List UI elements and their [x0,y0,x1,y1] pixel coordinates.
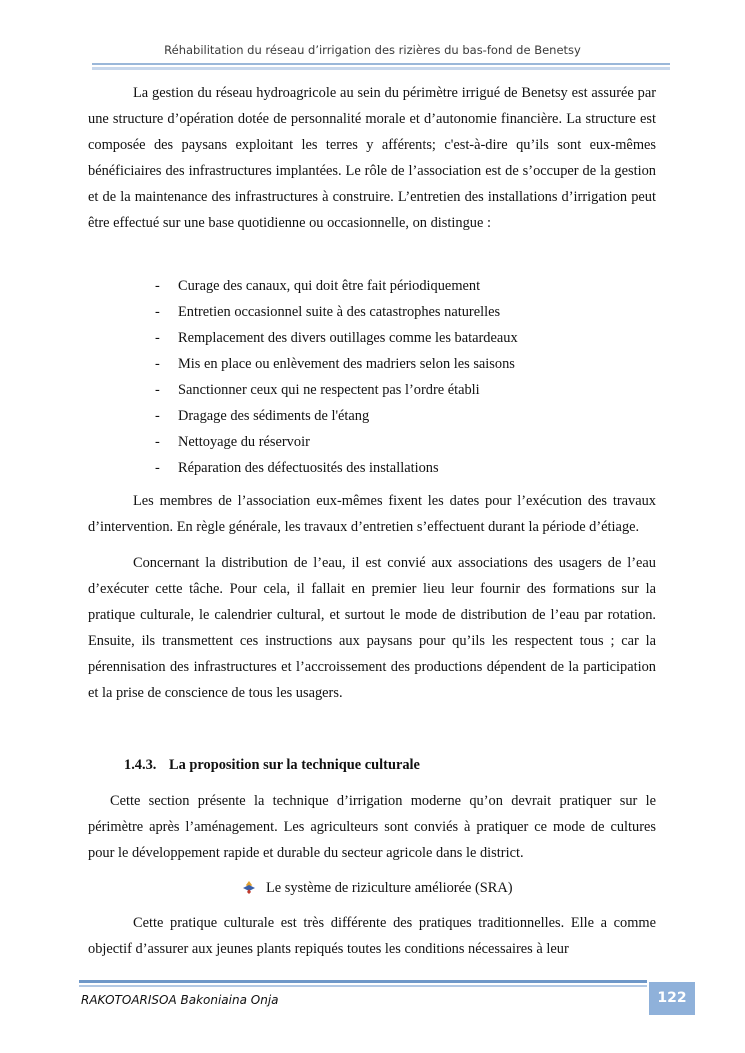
header-rule [92,63,670,65]
footer-rule [79,980,647,983]
list-item-text: Réparation des défectuosités des installations [178,460,439,476]
list-item-text: Mis en place ou enlèvement des madriers selon les saisons [178,356,515,372]
list-item-text: Entretien occasionnel suite à des catastrophes naturelles [178,304,501,320]
paragraph-membres: Les membres de l’association eux-mêmes fixent les dates pour l’exécution des travaux d’intervention. En règle générale, les travaux d’entretien s’effectuent durant la période d’étiage. [88,493,656,535]
list-item [155,299,518,325]
list-item [155,273,518,299]
list-item [155,403,518,429]
list-item-text: Dragage des sédiments de l'étang [178,408,370,424]
paragraph-gestion: La gestion du réseau hydroagricole au sein du périmètre irrigué de Benetsy est assurée par une structure d’opération dotée de personnalité morale et d’autonomie financière. La structure est composée des paysans exploitant les terres y afférents; c'est-à-dire qu’ils sont eux-mêmes bénéficiaires des infrastructures implantées. Le rôle de l’association est de s’occuper de la gestion et de la maintenance des infrastructures à construire. L’entretien des installations d’irrigation peut être effectué sur une base quotidienne ou occasionnelle, on distingue : [88,85,656,231]
list-marker: - [155,408,160,424]
footer-author: RAKOTOARISOA Bakoniaina Onja [81,993,279,1007]
list-marker: - [155,434,160,450]
list-marker: - [155,382,160,398]
list-item-text: Nettoyage du réservoir [178,434,310,450]
subsection-heading [242,875,513,901]
list-item-text: Sanctionner ceux qui ne respectent pas l’ordre établi [178,382,480,398]
page-number-badge: 122 [649,982,695,1015]
subsection-title: Le système de riziculture améliorée (SRA) [266,880,513,896]
list-marker: - [155,460,160,476]
section-heading [124,752,420,778]
list-item [155,325,518,351]
maintenance-list [155,273,518,481]
list-item-text: Curage des canaux, qui doit être fait périodiquement [178,278,481,294]
list-item [155,455,518,481]
list-item [155,429,518,455]
paragraph-section-intro: Cette section présente la technique d’irrigation moderne qu’on devrait pratiquer sur le périmètre après l’aménagement. Les agriculteurs sont conviés à pratiquer ce mode de cultures pour le développement rapide et durable du secteur agricole dans le district. [88,793,656,861]
footer-rule-secondary [79,985,647,987]
list-item [155,351,518,377]
paragraph-distribution: Concernant la distribution de l’eau, il est convié aux associations des usagers de l’eau d’exécuter cette tâche. Pour cela, il fallait en premier lieu leur fournir des formations sur la pratique culturale, le calendrier cultural, et surtout le mode de distribution de l’eau par rotation. Ensuite, ils transmettent ces instructions aux paysans pour qu’ils les respectent tous ; car la pérennisation des infrastructures et l’accroissement des productions dépendent de la participation et la prise de conscience de tous les usagers. [88,555,656,701]
list-marker: - [155,304,160,320]
bullet-diamond-icon [242,880,256,894]
list-item-text: Remplacement des divers outillages comme les batardeaux [178,330,518,346]
list-marker: - [155,278,160,294]
header-rule-secondary [92,67,670,70]
list-marker: - [155,356,160,372]
section-title: La proposition sur la technique culturale [169,757,420,773]
list-item [155,377,518,403]
paragraph-sra: Cette pratique culturale est très différente des pratiques traditionnelles. Elle a comme objectif d’assurer aux jeunes plants repiqués toutes les conditions nécessaires à leur [88,915,656,957]
running-header: Réhabilitation du réseau d’irrigation des rizières du bas-fond de Benetsy [164,43,581,57]
section-number: 1.4.3. [124,757,157,773]
list-marker: - [155,330,160,346]
